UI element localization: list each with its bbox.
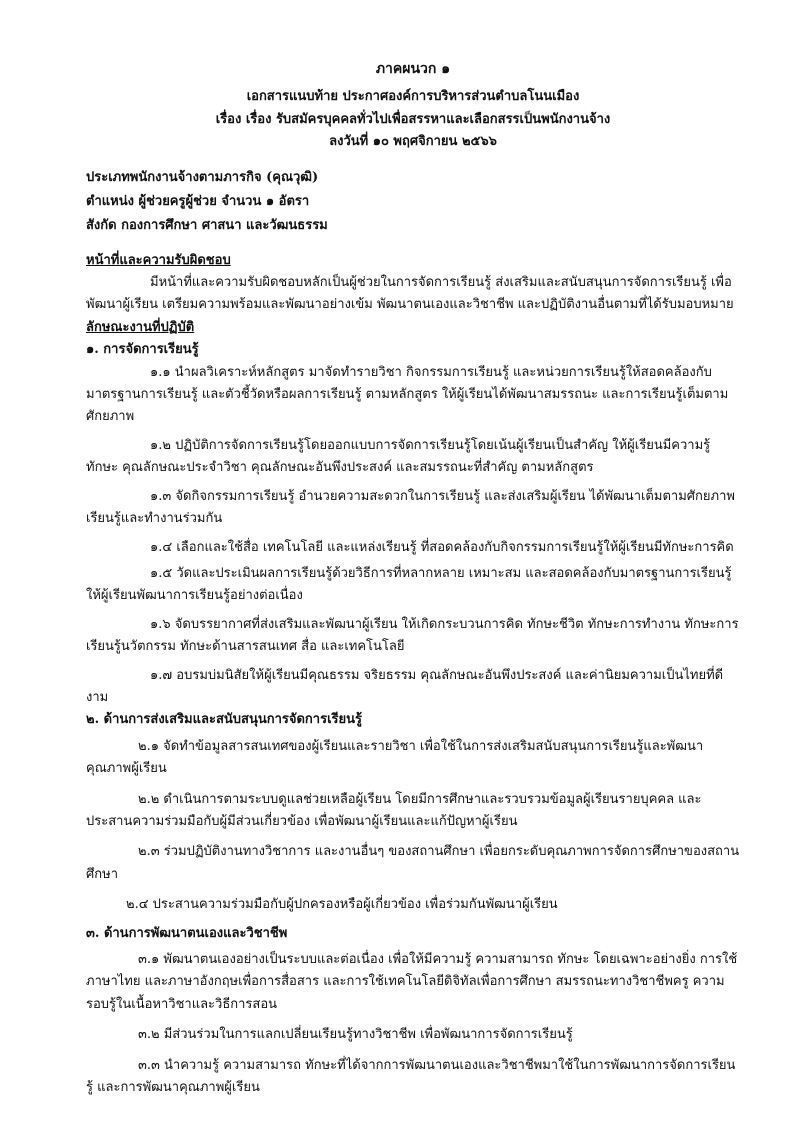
section-1-item-4: ๑.๔ เลือกและใช้สื่อ เทคโนโลยี และแหล่งเรียนรู้ ที่สอดคล้องกับกิจกรรมการเรียนรู้ให้ผู้เรียนมีทักษะการคิด bbox=[150, 539, 734, 555]
section-2-item-1: ๒.๑ จัดทำข้อมูลสารสนเทศของผู้เรียนและรายวิชา เพื่อใช้ในการส่งเสริมสนับสนุนการเรียนรู้และพัฒนาคุณภาพผู้เรียน bbox=[86, 738, 704, 777]
header-attachment-line: เอกสารแนบท้าย ประกาศองค์การบริหารส่วนตำบลโนนเมือง bbox=[246, 89, 580, 105]
section-1-item-5: ๑.๕ วัดและประเมินผลการเรียนรู้ด้วยวิธีการที่หลากหลาย เหมาะสม และสอดคล้องกับมาตรฐานการเรียนรู้ ให้ผู้เรียนพัฒนาการเรียนรู้อย่างต่อเนื่อง bbox=[86, 565, 732, 604]
header-date-line: ลงวันที่ ๑๐ พฤศจิกายน ๒๕๖๖ bbox=[329, 134, 497, 150]
section-2-item-2: ๒.๒ ดำเนินการตามระบบดูแลช่วยเหลือผู้เรียน โดยมีการศึกษาและรวบรวมข้อมูลผู้เรียนรายบุคคล และประสานความร่วมมือกับผู้มีส่วนเกี่ยวข้อง เพื่อพัฒนาผู้เรียนและแก้ปัญหาผู้เรียน bbox=[86, 791, 702, 829]
position-division: สังกัด กองการศึกษา ศาสนา และวัฒนธรรม bbox=[86, 217, 328, 233]
section-1-item-6: ๑.๖ จัดบรรยากาศที่ส่งเสริมและพัฒนาผู้เรียน ให้เกิดกระบวนการคิด ทักษะชีวิต ทักษะการทำงาน ทักษะการเรียนรู้นวัตกรรม ทักษะด้านสารสนเทศ สื่อ และเทคโนโลยี bbox=[86, 616, 739, 655]
section-1-item-1: ๑.๑ นำผลวิเคราะห์หลักสูตร มาจัดทำรายวิชา กิจกรรมการเรียนรู้ และหน่วยการเรียนรู้ให้สอดคล้องกับมาตรฐานการเรียนรู้ และตัวชี้วัดหรือผลการเรียนรู้ ตามหลักสูตร ให้ผู้เรียนได้พัฒนาสมรรถนะ และการเรียนรู้เต็มตามศักยภาพ bbox=[86, 364, 729, 425]
section-3-item-1: ๓.๑ พัฒนาตนเองอย่างเป็นระบบและต่อเนื่อง เพื่อให้มีความรู้ ความสามารถ ทักษะ โดยเฉพาะอย่างยิ่ง การใช้ภาษาไทย และภาษาอังกฤษเพื่อการสื่อสาร และการใช้เทคโนโลยีดิจิทัลเพื่อการศึกษา สมรรถนะทางวิชาชีพครู ความรอบรู้ในเนื้อหาวิชาและวิธีการสอน bbox=[86, 952, 738, 1012]
section-1-item-7: ๑.๗ อบรมบ่มนิสัยให้ผู้เรียนมีคุณธรรม จริยธรรม คุณลักษณะอันพึงประสงค์ และค่านิยมความเป็นไทยที่ดีงาม bbox=[86, 667, 724, 705]
position-info bbox=[86, 166, 740, 238]
position-title: ตำแหน่ง ผู้ช่วยครูผู้ช่วย จำนวน ๑ อัตรา bbox=[86, 193, 310, 209]
section-3-item-2: ๓.๒ มีส่วนร่วมในการแลกเปลี่ยนเรียนรู้ทางวิชาชีพ เพื่อพัฒนาการจัดการเรียนรู้ bbox=[138, 1027, 573, 1043]
work-heading: ลักษณะงานที่ปฏิบัติ bbox=[86, 319, 195, 335]
employee-type: ประเภทพนักงานจ้างตามภารกิจ (คุณวุฒิ) bbox=[86, 169, 319, 185]
section-3-item-3: ๓.๓ นำความรู้ ความสามารถ ทักษะที่ได้จากการพัฒนาตนเองและวิชาชีพมาใช้ในการพัฒนาการจัดการเรียนรู้ และการพัฒนาคุณภาพผู้เรียน bbox=[86, 1057, 736, 1096]
duties-heading: หน้าที่และความรับผิดชอบ bbox=[86, 252, 231, 268]
section-2-title: ๒. ด้านการส่งเสริมและสนับสนุนการจัดการเรียนรู้ bbox=[86, 712, 363, 728]
duties-text: มีหน้าที่และความรับผิดชอบหลักเป็นผู้ช่วยในการจัดการเรียนรู้ ส่งเสริมและสนับสนุนการจัดการเรียนรู้ เพื่อพัฒนาผู้เรียน เตรียมความพร้อมและพัฒนาอย่างเข้ม พัฒนาตนเองและวิชาชีพ และปฏิบัติงานอื่นตามที่ได้รับมอบหมาย bbox=[86, 275, 734, 313]
section-1-item-2: ๑.๒ ปฏิบัติการจัดการเรียนรู้โดยออกแบบการจัดการเรียนรู้โดยเน้นผู้เรียนเป็นสำคัญ ให้ผู้เรียนมีความรู้ ทักษะ คุณลักษณะประจำวิชา คุณลักษณะอันพึงประสงค์ และสมรรถนะที่สำคัญ ตามหลักสูตร bbox=[86, 437, 711, 476]
section-3-title: ๓. ด้านการพัฒนาตนเองและวิชาชีพ bbox=[86, 925, 288, 941]
section-2-item-4: ๒.๔ ประสานความร่วมมือกับผู้ปกครองหรือผู้เกี่ยวข้อง เพื่อร่วมกันพัฒนาผู้เรียน bbox=[126, 897, 558, 913]
section-1-title: ๑. การจัดการเรียนรู้ bbox=[86, 342, 199, 358]
header-subject-line: เรื่อง เรื่อง รับสมัครบุคคลทั่วไปเพื่อสรรหาและเลือกสรรเป็นพนักงานจ้าง bbox=[215, 111, 611, 127]
document-title: ภาคผนวก ๑ bbox=[375, 61, 451, 77]
section-1-item-3: ๑.๓ จัดกิจกรรมการเรียนรู้ อำนวยความสะดวกในการเรียนรู้ และส่งเสริมผู้เรียน ได้พัฒนาเต็มตามศักยภาพ เรียนรู้และทำงานร่วมกัน bbox=[86, 488, 735, 527]
section-2-item-3: ๒.๓ ร่วมปฏิบัติงานทางวิชาการ และงานอื่นๆ ของสถานศึกษา เพื่อยกระดับคุณภาพการจัดการศึกษาของสถานศึกษา bbox=[86, 844, 740, 882]
